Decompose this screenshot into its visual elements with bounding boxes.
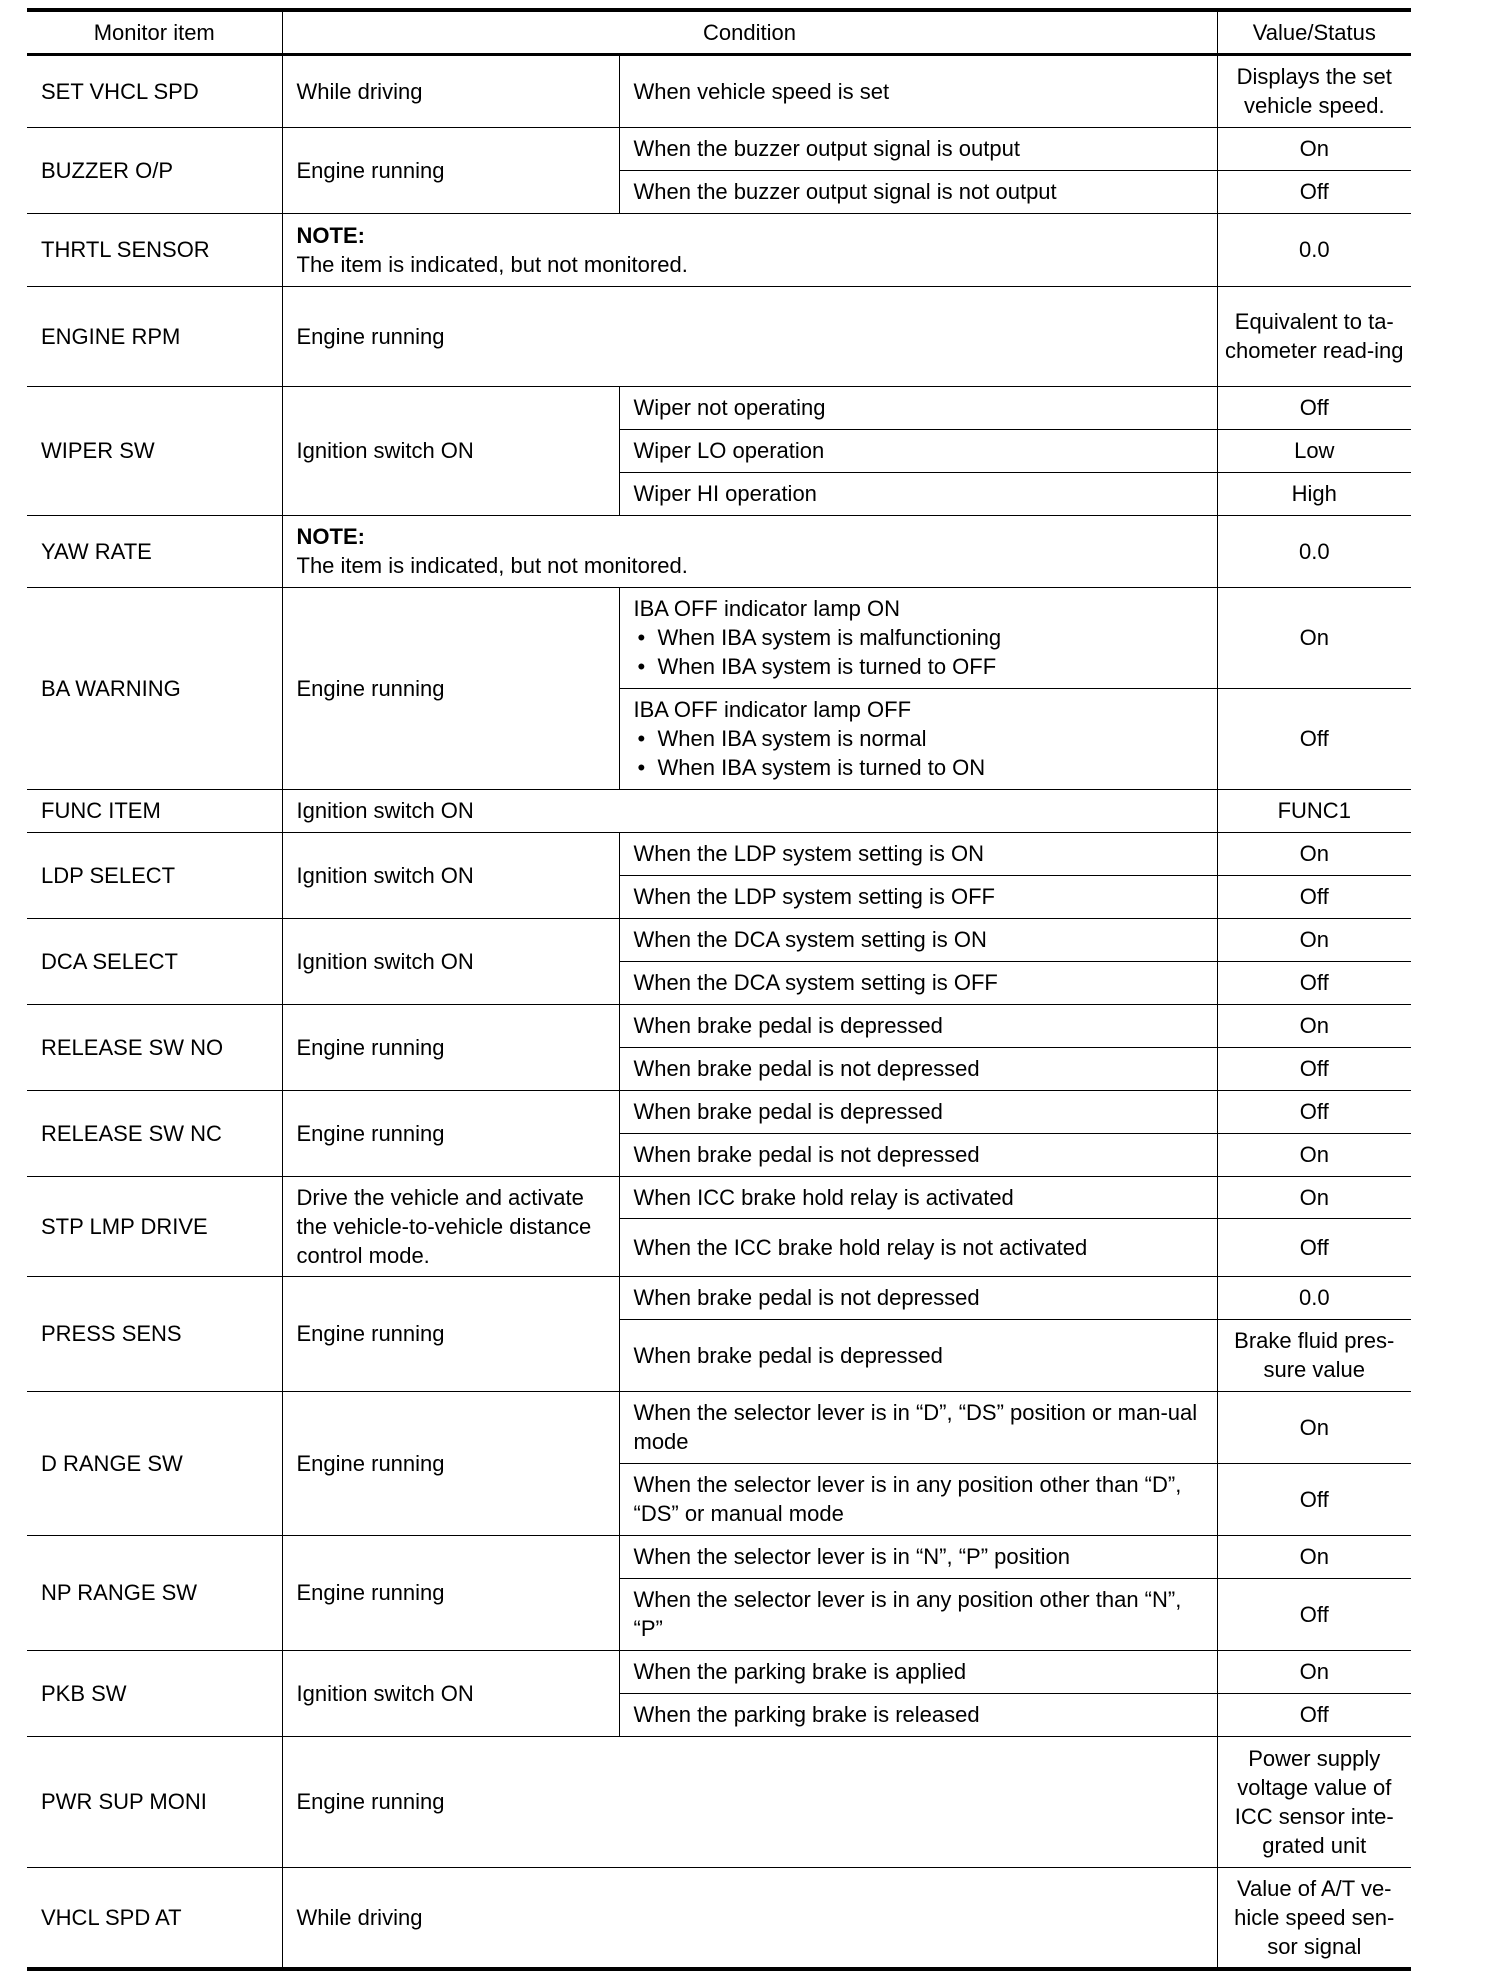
table-row [27,1650,1411,1693]
sub-condition-cell: When brake pedal is depressed [619,1319,1217,1391]
table-row [27,1004,1411,1047]
value-cell: On [1217,1391,1411,1463]
monitor-item-cell: VHCL SPD AT [27,1867,282,1969]
monitor-item-cell: DCA SELECT [27,918,282,1004]
value-cell: Off [1217,386,1411,429]
sub-condition-cell: When the ICC brake hold relay is not activated [619,1218,1217,1276]
bullet-item: • When IBA system is malfunctioning [634,623,1203,652]
note-label: NOTE: [296,222,365,248]
monitor-item-cell: RELEASE SW NC [27,1090,282,1176]
value-cell: Off [1217,688,1411,789]
sub-condition-cell [619,587,1217,688]
monitor-item-cell: NP RANGE SW [27,1535,282,1650]
monitor-item-cell: RELEASE SW NO [27,1004,282,1090]
value-cell: Off [1217,875,1411,918]
monitor-item-cell: SET VHCL SPD [27,54,282,127]
value-cell: On [1217,918,1411,961]
monitor-item-cell: THRTL SENSOR [27,213,282,286]
value-cell: Off [1217,961,1411,1004]
table-row [27,127,1411,170]
note-cell [282,213,1217,286]
table-row [27,386,1411,429]
bullet-item: • When IBA system is turned to OFF [634,652,1203,681]
table-row [27,1736,1411,1867]
value-cell: On [1217,1535,1411,1578]
value-cell: FUNC1 [1217,789,1411,832]
monitor-item-cell: YAW RATE [27,515,282,587]
condition-title: IBA OFF indicator lamp ON [633,596,901,621]
sub-condition-cell [619,688,1217,789]
monitor-item-cell: FUNC ITEM [27,789,282,832]
condition-cell: Ignition switch ON [282,832,619,918]
value-cell: 0.0 [1217,213,1411,286]
header-row [27,10,1411,54]
monitor-item-cell: PKB SW [27,1650,282,1736]
condition-cell: Ignition switch ON [282,386,619,515]
note-label: NOTE: [296,524,365,549]
sub-condition-cell: When brake pedal is not depressed [619,1047,1217,1090]
table-row [27,1276,1411,1319]
condition-cell: Ignition switch ON [282,918,619,1004]
value-cell: On [1217,1133,1411,1176]
header-value-status: Value/Status [1217,10,1411,54]
value-cell: 0.0 [1217,515,1411,587]
bullet-item: • When IBA system is normal [634,724,1203,753]
condition-cell: Drive the vehicle and activate the vehicle-to-vehicle distance control mode. [282,1176,619,1276]
monitor-item-cell: D RANGE SW [27,1391,282,1535]
monitor-item-cell: ENGINE RPM [27,286,282,386]
condition-title: IBA OFF indicator lamp OFF [633,697,912,722]
table-row [27,832,1411,875]
sub-condition-cell: When the parking brake is applied [619,1650,1217,1693]
sub-condition-cell: When the selector lever is in any position other than “D”, “DS” or manual mode [619,1463,1217,1535]
value-cell: Displays the set vehicle speed. [1217,54,1411,127]
value-cell: Off [1217,1693,1411,1736]
table-row [27,1535,1411,1578]
sub-condition-cell: When the buzzer output signal is not output [619,170,1217,213]
table-row [27,587,1411,688]
header-condition: Condition [282,10,1217,54]
value-cell: On [1217,1650,1411,1693]
condition-cell: While driving [282,54,619,127]
sub-condition-cell: When the DCA system setting is OFF [619,961,1217,1004]
table-row [27,1867,1411,1969]
value-cell: Value of A/T ve-hicle speed sen-sor signal [1217,1867,1411,1969]
value-cell: On [1217,832,1411,875]
table-row [27,789,1411,832]
condition-cell: Engine running [282,286,1217,386]
note-text: The item is indicated, but not monitored. [296,553,688,578]
value-cell: On [1217,1176,1411,1218]
condition-cell: Engine running [282,1736,1217,1867]
sub-condition-cell: When the parking brake is released [619,1693,1217,1736]
condition-cell: Engine running [282,1391,619,1535]
table-row [27,213,1411,286]
table-row [27,286,1411,386]
sub-condition-cell: Wiper not operating [619,386,1217,429]
value-cell: On [1217,587,1411,688]
table-row [27,54,1411,127]
sub-condition-cell: When the selector lever is in “N”, “P” position [619,1535,1217,1578]
condition-cell: Ignition switch ON [282,1650,619,1736]
value-cell: Equivalent to ta-chometer read-ing [1217,286,1411,386]
value-cell: On [1217,1004,1411,1047]
sub-condition-cell: When brake pedal is depressed [619,1090,1217,1133]
value-cell: Low [1217,429,1411,472]
table-row [27,1391,1411,1463]
value-cell: Power supply voltage value of ICC sensor inte-grated unit [1217,1736,1411,1867]
sub-condition-cell: When the LDP system setting is OFF [619,875,1217,918]
sub-condition-cell: When brake pedal is not depressed [619,1133,1217,1176]
condition-cell: Engine running [282,127,619,213]
sub-condition-cell: When the selector lever is in “D”, “DS” position or man-ual mode [619,1391,1217,1463]
monitor-item-cell: WIPER SW [27,386,282,515]
sub-condition-cell: When the selector lever is in any position other than “N”, “P” [619,1578,1217,1650]
value-cell: Off [1217,1578,1411,1650]
monitor-item-cell: LDP SELECT [27,832,282,918]
value-cell: On [1217,127,1411,170]
value-cell: Off [1217,1090,1411,1133]
value-cell: Brake fluid pres-sure value [1217,1319,1411,1391]
note-text: The item is indicated, but not monitored. [296,251,688,277]
monitor-item-cell: BA WARNING [27,587,282,789]
sub-condition-cell: Wiper HI operation [619,472,1217,515]
note-cell [282,515,1217,587]
condition-cell: Ignition switch ON [282,789,1217,832]
sub-condition-cell: When brake pedal is depressed [619,1004,1217,1047]
condition-cell: Engine running [282,1090,619,1176]
condition-cell: Engine running [282,1276,619,1391]
monitor-item-cell: PWR SUP MONI [27,1736,282,1867]
sub-condition-cell: When the DCA system setting is ON [619,918,1217,961]
monitor-item-cell: BUZZER O/P [27,127,282,213]
header-monitor-item: Monitor item [27,10,282,54]
value-cell: Off [1217,1218,1411,1276]
table-row [27,1176,1411,1218]
value-cell: Off [1217,1463,1411,1535]
sub-condition-cell: When the LDP system setting is ON [619,832,1217,875]
bullet-item: • When IBA system is turned to ON [634,753,1203,782]
condition-cell: Engine running [282,587,619,789]
condition-cell: Engine running [282,1535,619,1650]
value-cell: Off [1217,1047,1411,1090]
monitor-item-table [27,8,1411,1971]
monitor-item-cell: STP LMP DRIVE [27,1176,282,1276]
monitor-item-cell: PRESS SENS [27,1276,282,1391]
value-cell: 0.0 [1217,1276,1411,1319]
condition-cell: While driving [282,1867,1217,1969]
sub-condition-cell: Wiper LO operation [619,429,1217,472]
value-cell: Off [1217,170,1411,213]
table-row [27,918,1411,961]
table-row [27,1090,1411,1133]
sub-condition-cell: When vehicle speed is set [619,54,1217,127]
value-cell: High [1217,472,1411,515]
sub-condition-cell: When the buzzer output signal is output [619,127,1217,170]
condition-cell: Engine running [282,1004,619,1090]
sub-condition-cell: When brake pedal is not depressed [619,1276,1217,1319]
table-row [27,515,1411,587]
sub-condition-cell: When ICC brake hold relay is activated [619,1176,1217,1218]
